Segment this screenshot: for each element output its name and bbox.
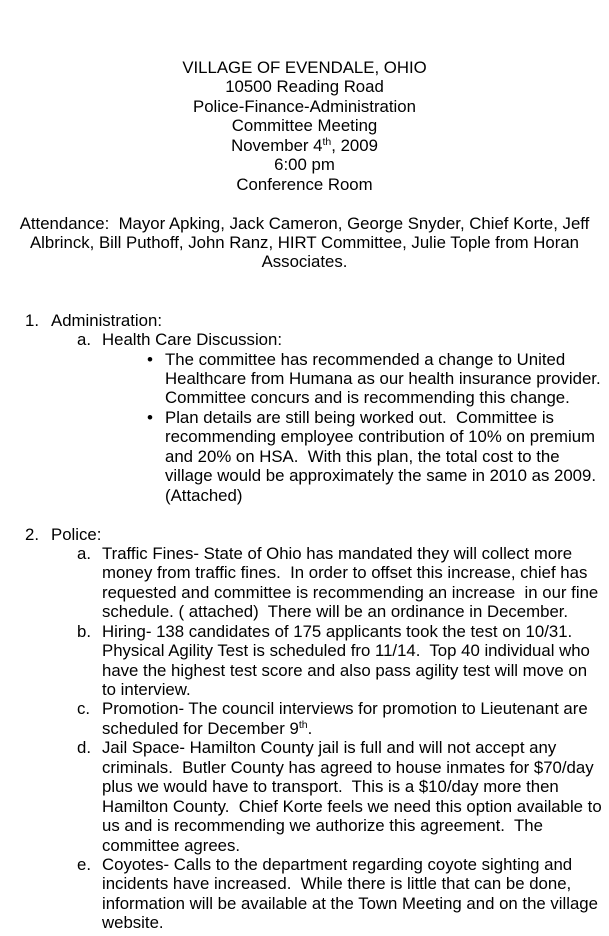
- bullet-text-line: Committee concurs and is recommending this change.: [165, 388, 570, 408]
- item-letter: a.: [77, 543, 91, 563]
- item-text-line: requested and committee is recommending an increase in our fine: [102, 582, 599, 602]
- meeting-location: Conference Room: [236, 174, 373, 194]
- section-title: Police:: [51, 524, 102, 544]
- meeting-time: 6:00 pm: [274, 155, 335, 175]
- bullet-text-line: (Attached): [165, 485, 243, 505]
- meeting-year: , 2009: [331, 135, 378, 155]
- date-ordinal-suffix: th: [322, 135, 332, 148]
- item-letter: e.: [77, 854, 91, 874]
- section-number: 1.: [25, 310, 39, 330]
- item-text-line: Hamilton County. Chief Korte feels we need this option available to: [102, 796, 602, 816]
- bullet-text-line: and 20% on HSA. With this plan, the total cost to the: [165, 446, 560, 466]
- section-administration: [0, 311, 609, 505]
- meeting-date: [0, 136, 609, 155]
- item-text-line: website.: [102, 913, 164, 933]
- section-heading: [0, 311, 609, 330]
- section-police: [0, 525, 609, 933]
- item-text-line: money from traffic fines. In order to offset this increase, chief has: [102, 563, 588, 583]
- item-jail-space: [0, 738, 609, 855]
- meeting-date-text: November 4: [231, 135, 323, 155]
- item-letter: b.: [77, 621, 91, 641]
- bullet-text-line: Plan details are still being worked out. Committee is: [165, 407, 554, 427]
- item-coyotes: [0, 855, 609, 933]
- item-text-line: plus we would have to transport. This is a $10/day more then: [102, 777, 559, 797]
- promotion-date-end: .: [307, 718, 313, 738]
- item-text-line: [102, 719, 609, 738]
- item-letter: d.: [77, 738, 91, 758]
- item-text-line: Hiring- 138 candidates of 175 applicants took the test on 10/31.: [102, 621, 573, 641]
- attendance-line: Associates.: [261, 252, 348, 272]
- blank-line: [0, 194, 609, 213]
- section-number: 2.: [25, 524, 39, 544]
- blank-line: [0, 272, 609, 291]
- date-ordinal-suffix: th: [298, 718, 308, 731]
- item-letter: c.: [77, 699, 91, 719]
- blank-line: [0, 505, 609, 524]
- committee-name: Police-Finance-Administration: [193, 96, 416, 116]
- bullet-text-line: village would be approximately the same in 2010 as 2009.: [165, 466, 596, 486]
- bullet-text-line: Healthcare from Humana as our health insurance provider.: [165, 369, 601, 388]
- item-letter: a.: [77, 330, 91, 350]
- item-promotion: [0, 699, 609, 738]
- promotion-date-text: scheduled for December 9: [102, 718, 299, 738]
- item-text-line: criminals. Butler County has agreed to house inmates for $70/day: [102, 757, 594, 777]
- attendance-line: Albrinck, Bill Puthoff, John Ranz, HIRT Committee, Julie Tople from Horan: [29, 232, 580, 252]
- meeting-type: Committee Meeting: [231, 116, 378, 136]
- item-text-line: us and is recommending we authorize this agreement. The: [102, 816, 543, 836]
- section-title: Administration:: [51, 310, 162, 330]
- item-text-line: to interview.: [102, 680, 191, 699]
- address: 10500 Reading Road: [225, 77, 384, 97]
- item-title: Health Care Discussion:: [102, 330, 283, 350]
- item-text-line: Traffic Fines- State of Ohio has mandated they will collect more: [102, 543, 573, 563]
- item-text-line: Jail Space- Hamilton County jail is full and will not accept any: [102, 738, 557, 758]
- attendance: [0, 214, 609, 272]
- village-name: VILLAGE OF EVENDALE, OHIO: [182, 58, 427, 77]
- bullet-plan-details: [0, 408, 609, 505]
- item-health-care-discussion: [0, 330, 609, 349]
- item-text-line: Physical Agility Test is scheduled fro 11/14. Top 40 individual who: [102, 641, 590, 661]
- document-header: [0, 58, 609, 194]
- bullet-text-line: The committee has recommended a change to United: [165, 349, 566, 369]
- section-heading: [0, 525, 609, 544]
- bullet-text-line: recommending employee contribution of 10% on premium: [165, 427, 596, 447]
- item-text-line: information will be available at the Town Meeting and on the village: [102, 893, 598, 913]
- item-hiring: [0, 622, 609, 700]
- item-text-line: have the highest test score and also pass agility test will move on: [102, 660, 588, 680]
- bullet-marker: •: [147, 349, 153, 369]
- item-text-line: schedule. ( attached) There will be an ordinance in December.: [102, 602, 569, 622]
- blank-line: [0, 291, 609, 310]
- item-traffic-fines: [0, 544, 609, 622]
- bullet-provider-change: [0, 350, 609, 408]
- item-text-line: Coyotes- Calls to the department regarding coyote sighting and: [102, 854, 573, 874]
- bullet-marker: •: [147, 407, 153, 427]
- item-text-line: committee agrees.: [102, 835, 241, 855]
- item-text-line: incidents have increased. While there is little that can be done,: [102, 874, 572, 894]
- item-text-line: Promotion- The council interviews for promotion to Lieutenant are: [102, 699, 588, 719]
- attendance-line: Attendance: Mayor Apking, Jack Cameron, George Snyder, Chief Korte, Jeff: [19, 213, 590, 233]
